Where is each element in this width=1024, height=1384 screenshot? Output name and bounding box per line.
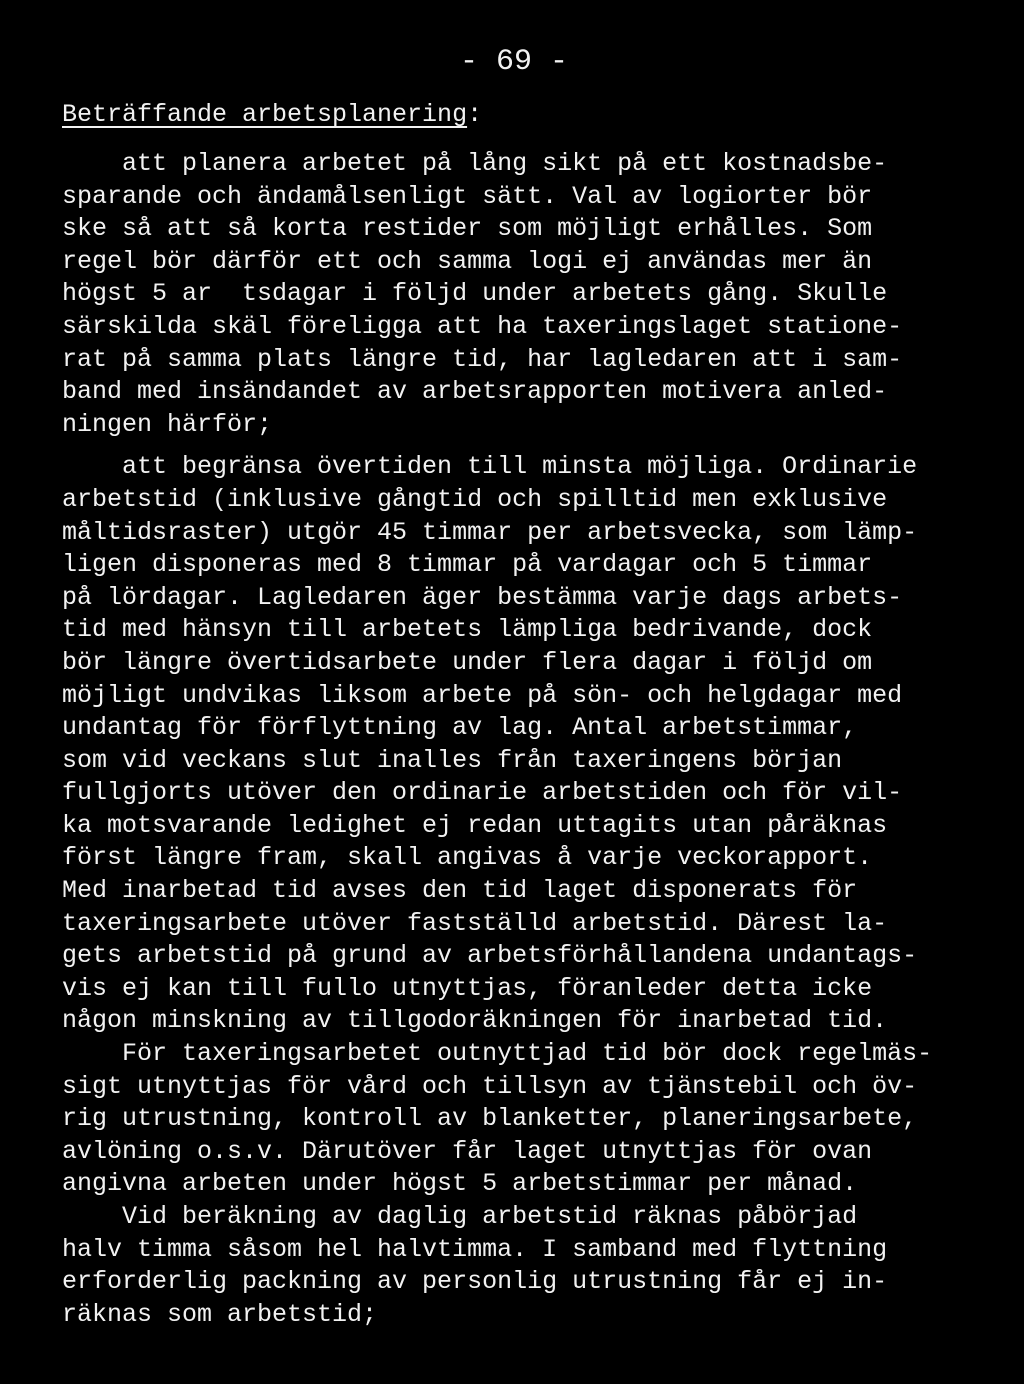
text-line: För taxeringsarbetet outnyttjad tid bör dock regelmäs- bbox=[62, 1039, 933, 1069]
text-line: ske så att så korta restider som möjligt erhålles. Som bbox=[62, 214, 873, 244]
text-line: ka motsvarande ledighet ej redan uttagits utan påräknas bbox=[62, 810, 888, 840]
paragraph-2 bbox=[62, 451, 962, 1331]
text-line: att planera arbetet på lång sikt på ett kostnadsbe- bbox=[62, 149, 888, 178]
text-line: någon minskning av tillgodoräkningen för inarbetad tid. bbox=[62, 1006, 888, 1036]
text-line: taxeringsarbete utöver fastställd arbetstid. Därest la- bbox=[62, 908, 888, 938]
text-line: Vid beräkning av daglig arbetstid räknas påbörjad bbox=[62, 1202, 858, 1231]
text-line: måltidsraster) utgör 45 timmar per arbetsvecka, som lämp- bbox=[62, 517, 918, 547]
paragraph-spacer bbox=[62, 441, 962, 451]
text-line: rat på samma plats längre tid, har lagledaren att i sam- bbox=[62, 344, 903, 374]
text-line: räknas som arbetstid; bbox=[62, 1299, 378, 1329]
paragraph-1 bbox=[62, 148, 962, 441]
text-line: ningen härför; bbox=[62, 409, 273, 439]
text-line: tid med hänsyn till arbetets lämpliga bedrivande, dock bbox=[62, 615, 873, 645]
section-heading bbox=[62, 98, 482, 132]
section-heading-text: Beträffande arbetsplanering bbox=[62, 100, 468, 129]
page-number: - 69 - bbox=[460, 45, 569, 79]
text-line: arbetstid (inklusive gångtid och spilltid men exklusive bbox=[62, 484, 888, 514]
text-line: angivna arbeten under högst 5 arbetstimmar per månad. bbox=[62, 1169, 858, 1199]
text-line: regel bör därför ett och samma logi ej användas mer än bbox=[62, 246, 873, 276]
text-line: gets arbetstid på grund av arbetsförhållandena undantags- bbox=[62, 941, 918, 971]
text-line: att begränsa övertiden till minsta möjliga. Ordinarie bbox=[62, 452, 918, 482]
text-line: särskilda skäl föreligga att ha taxeringslaget statione- bbox=[62, 311, 903, 341]
text-line: vis ej kan till fullo utnyttjas, föranleder detta icke bbox=[62, 973, 873, 1003]
text-line: rig utrustning, kontroll av blanketter, planeringsarbete, bbox=[62, 1104, 918, 1134]
text-line: Med inarbetad tid avses den tid laget disponerats för bbox=[62, 876, 858, 906]
text-line: sigt utnyttjas för vård och tillsyn av tjänstebil och öv- bbox=[62, 1071, 918, 1101]
text-line: undantag för förflyttning av lag. Antal arbetstimmar, bbox=[62, 713, 858, 743]
text-line: högst 5 ar tsdagar i följd under arbetets gång. Skulle bbox=[62, 279, 888, 309]
text-line: först längre fram, skall angivas å varje veckorapport. bbox=[62, 843, 873, 873]
text-line: erforderlig packning av personlig utrustning får ej in- bbox=[62, 1267, 888, 1297]
body-text bbox=[62, 148, 962, 1331]
text-line: avlöning o.s.v. Därutöver får laget utnyttjas för ovan bbox=[62, 1136, 873, 1166]
text-line: fullgjorts utöver den ordinarie arbetstiden och för vil- bbox=[62, 778, 903, 808]
text-line: på lördagar. Lagledaren äger bestämma varje dags arbets- bbox=[62, 582, 903, 612]
text-line: sparande och ändamålsenligt sätt. Val av logiorter bör bbox=[62, 181, 873, 211]
text-line: band med insändandet av arbetsrapporten motivera anled- bbox=[62, 377, 888, 407]
text-line: möjligt undvikas liksom arbete på sön- och helgdagar med bbox=[62, 680, 903, 710]
text-line: bör längre övertidsarbete under flera dagar i följd om bbox=[62, 647, 873, 677]
text-line: ligen disponeras med 8 timmar på vardagar och 5 timmar bbox=[62, 550, 873, 580]
section-heading-colon: : bbox=[467, 100, 483, 129]
text-line: som vid veckans slut inalles från taxeringens början bbox=[62, 745, 843, 775]
text-line: halv timma såsom hel halvtimma. I samband med flyttning bbox=[62, 1234, 888, 1264]
